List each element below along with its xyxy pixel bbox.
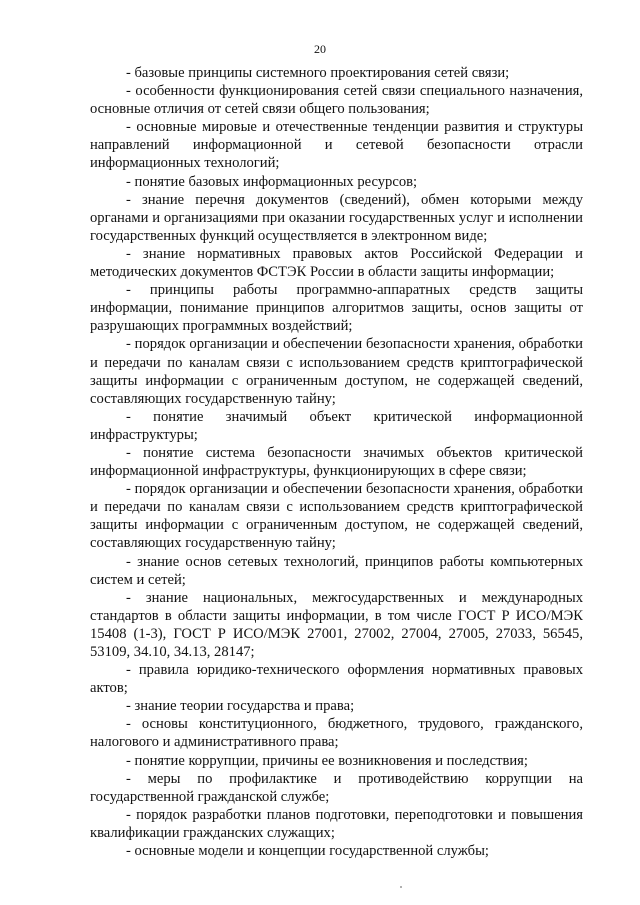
list-item: - принципы работы программно-аппаратных средств защиты информации, понимание принципов алгоритмов защиты, основ защиты от разрушающих программных воздействий; bbox=[90, 282, 583, 335]
list-item: - порядок организации и обеспечении безопасности хранения, обработки и передачи по каналам связи с использованием средств криптографической защиты информации с ограниченным доступом, не содержащей сведений, составляющих государственную тайну; bbox=[90, 336, 583, 407]
scan-speck bbox=[400, 886, 402, 888]
list-item: - базовые принципы системного проектирования сетей связи; bbox=[126, 65, 510, 81]
list-item: - основные мировые и отечественные тенденции развития и структуры направлений информационной и сетевой безопасности отрасли информационных технологий; bbox=[90, 119, 583, 172]
page-number: 20 bbox=[314, 42, 326, 56]
list-item: - правила юридико-технического оформления нормативных правовых актов; bbox=[90, 662, 583, 697]
list-item: - понятие система безопасности значимых объектов критической информационной инфраструктуры, функционирующих в сфере связи; bbox=[90, 444, 583, 480]
list-item: - знание нормативных правовых актов Российской Федерации и методических документов ФСТЭК России в области защиты информации; bbox=[90, 245, 583, 281]
list-item: - основы конституционного, бюджетного, трудового, гражданского, налогового и административного права; bbox=[90, 716, 583, 751]
list-item: - знание теории государства и права; bbox=[126, 698, 355, 715]
list-item: - порядок организации и обеспечении безопасности хранения, обработки и передачи по каналам связи с использованием средств криптографической защиты информации с ограниченным доступом, не содержащей сведений, составляющих государственную тайну; bbox=[90, 481, 583, 552]
list-item: - знание национальных, межгосударственных и международных стандартов в области защиты информации, в том числе ГОСТ Р ИСО/МЭК 15408 (1-3), ГОСТ Р ИСО/МЭК 27001, 27002, 27004, 27005, 27033, 56545, 53109, 34.10, 34.13, 28147; bbox=[90, 589, 583, 660]
list-item: - знание перечня документов (сведений), обмен которыми между органами и организациями при оказании государственных услуг и исполнении государственных функций осуществляется в электронном виде; bbox=[90, 191, 583, 244]
list-item: - знание основ сетевых технологий, принципов работы компьютерных систем и сетей; bbox=[90, 553, 583, 588]
list-item: - меры по профилактике и противодействию коррупции на государственной гражданской службе; bbox=[90, 770, 583, 805]
list-item: - особенности функционирования сетей связи специального назначения, основные отличия от сетей связи общего пользования; bbox=[90, 83, 583, 118]
requirements-list bbox=[90, 64, 583, 860]
list-item: - понятие значимый объект критической информационной инфраструктуры; bbox=[90, 408, 583, 443]
list-item: - понятие базовых информационных ресурсов; bbox=[126, 173, 418, 190]
list-item: - понятие коррупции, причины ее возникновения и последствия; bbox=[126, 752, 528, 769]
list-item: - порядок разработки планов подготовки, переподготовки и повышения квалификации гражданских служащих; bbox=[90, 806, 583, 841]
list-item: - основные модели и концепции государственной службы; bbox=[126, 843, 489, 860]
